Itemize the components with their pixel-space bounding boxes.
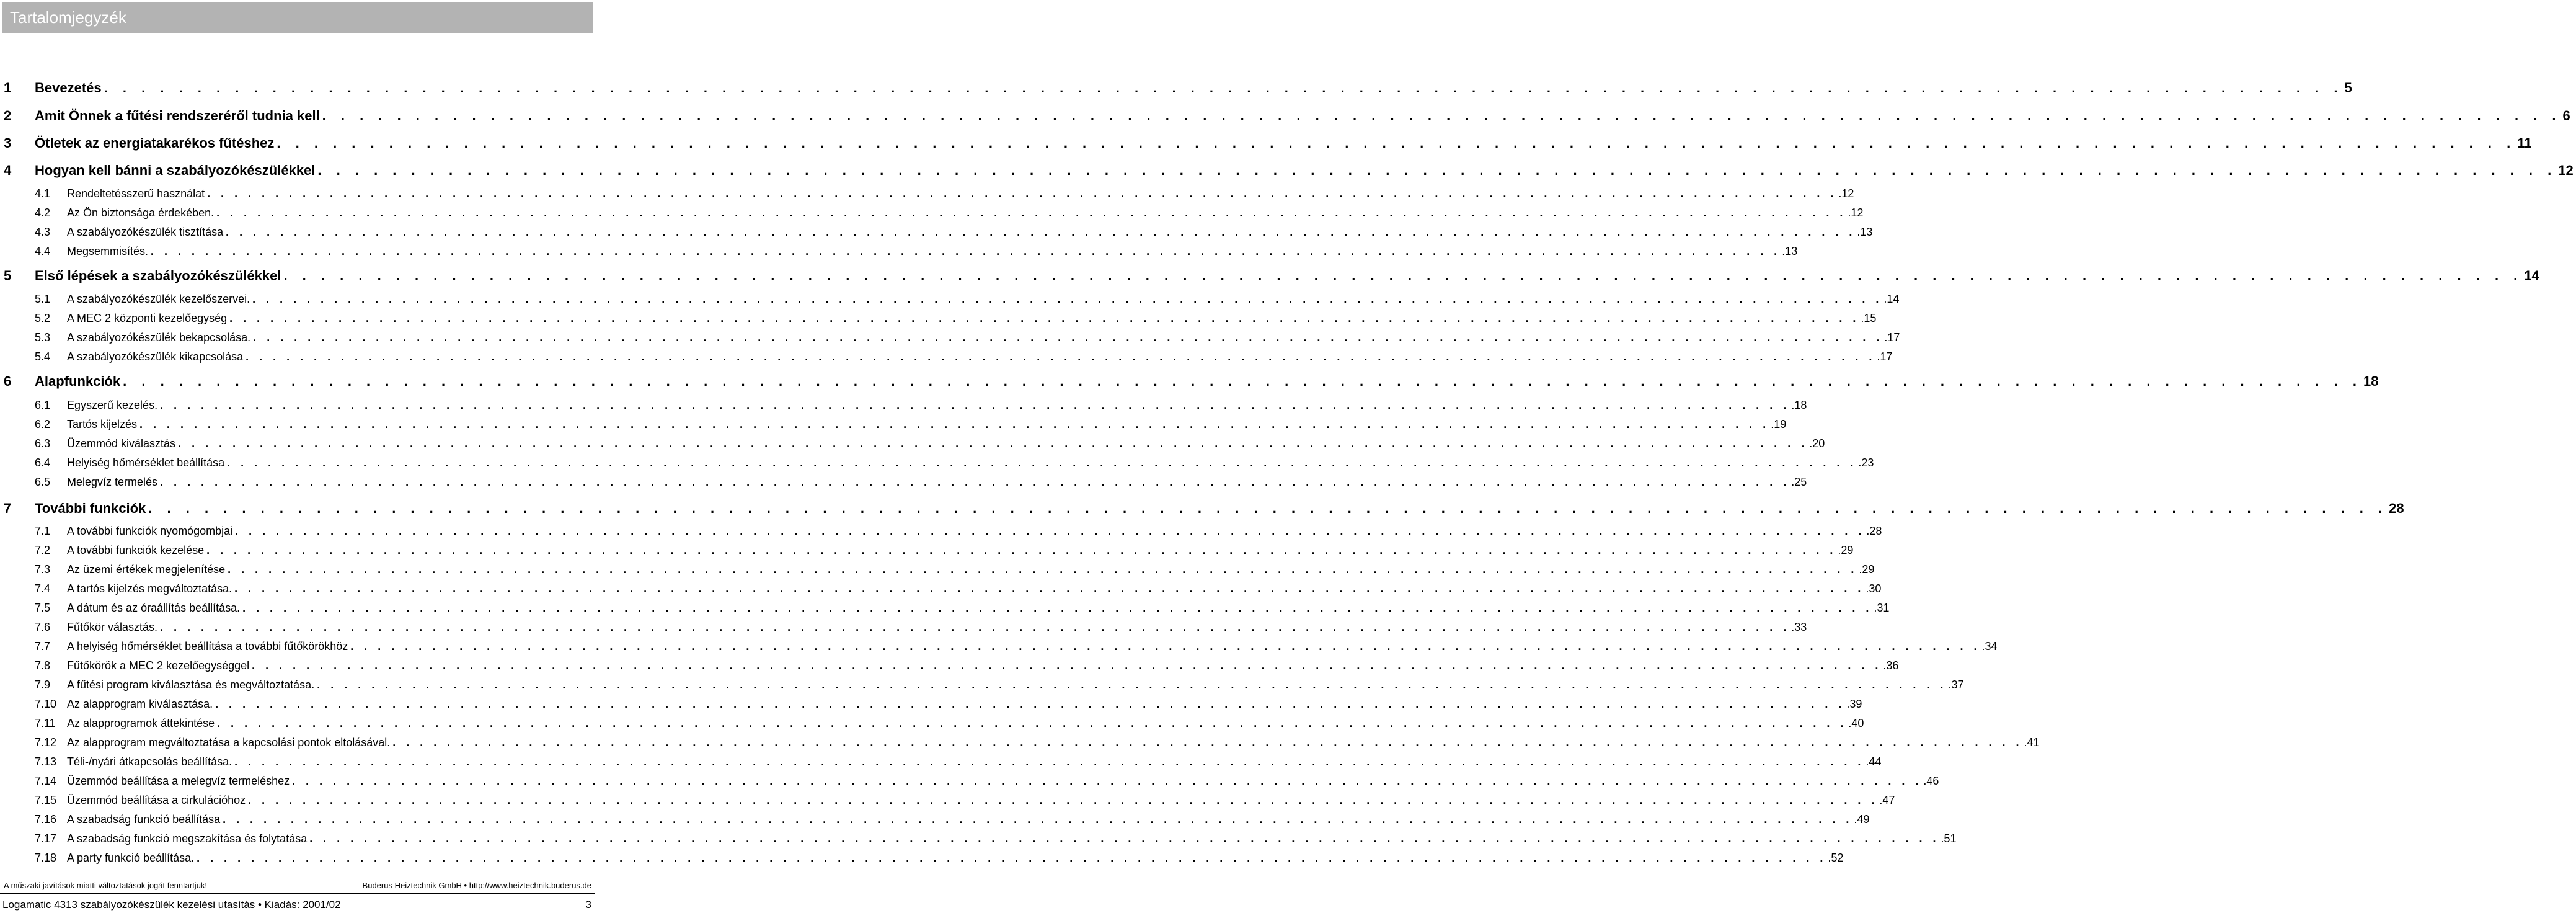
dot-leader: . . . . . . . . . . . . . . . . . . . . . . . . . . . . . . . . . . . . . . . . . . . . . . . . . . . . . . . . . . . . . . . . . . . . . . . . . . . . . . . . . . . . . . . . . . . . . . . . . . . . . . . . . . . . . . . . . . . . . . . .: [197, 852, 1827, 864]
toc-number: 7.8: [35, 659, 51, 672]
toc-section[interactable]: [0, 696, 1862, 712]
toc-entry-line: [67, 696, 1862, 712]
toc-page-number: .41: [2024, 736, 2040, 749]
toc-title: A szabadság funkció beállítása: [67, 813, 221, 826]
toc-entry-line: [35, 79, 2352, 97]
toc-entry-line: [35, 161, 2574, 180]
dot-leader: . . . . . . . . . . . . . . . . . . . . . . . . . . . . . . . . . . . . . . . . . . . . . . . . . . . . . . . . . . . . . . . . . . . . . . . . . . . . . . . . . . . . . . . . . . . . . . . . . . . . . . . . . . . . . . . . . . . . . . . .: [292, 775, 1923, 787]
toc-number: 7.10: [35, 698, 57, 710]
toc-entry-line: [67, 329, 1900, 345]
toc-section[interactable]: [0, 291, 1900, 307]
toc-title: A party funkció beállítása.: [67, 852, 195, 864]
toc-page-number: .49: [1854, 813, 1870, 826]
toc-title: A további funkciók nyomógombjai: [67, 525, 233, 537]
dot-leader: . . . . . . . . . . . . . . . . . . . . . . . . . . . . . . . . . . . . . . . . . . . . . . . . . . . . . . . . . . . . . . . . . . . . . . . . . . . . . . . . . . . . . . . . . . . . . . . . . . . . . . . . . . . . . . . . . . . . . . . .: [178, 437, 1808, 450]
dot-leader: . . . . . . . . . . . . . . . . . . . . . . . . . . . . . . . . . . . . . . . . . . . . . . . . . . . . . . . . . . . . . . . . . . . . . . . . . . . . . . . . . . . . . . . . . . . . . . . . . . . . . . . . . . . . . . . . . . . . . . . .: [160, 476, 1790, 488]
dot-leader: . . . . . . . . . . . . . . . . . . . . . . . . . . . . . . . . . . . . . . . . . . . . . . . . . . . . . . . . . . . . . . . . . . . . . . . . . . . . . . . . . . . . . . . . . . . . . . . . . . . . . . . . . . . . . . . . . . . . . . . .: [309, 832, 1940, 845]
toc-title: A MEC 2 központi kezelőegység: [67, 312, 228, 324]
toc-number: 1: [4, 80, 12, 96]
toc-entry-line: [35, 134, 2532, 153]
toc-title: A dátum és az óraállítás beállítása.: [67, 602, 241, 614]
toc-page-number: .13: [1857, 226, 1873, 238]
toc-section[interactable]: [0, 542, 1854, 558]
toc-entry-line: [67, 600, 1890, 616]
toc-number: 4.4: [35, 245, 51, 257]
toc-page-number: .33: [1791, 621, 1807, 633]
toc-entry-line: [67, 205, 1864, 221]
dot-leader: . . . . . . . . . . . . . . . . . . . . . . . . . . . . . . . . . . . . . . . . . . . . . . . . . . . . . . . . . . . . . . . . . . . . . . . . . . . . . . . . . . . . . . . . . . . . . . . . . . . . . . . . . . . . . . . . . . . . . . . .: [252, 293, 1883, 305]
toc-number: 4.2: [35, 207, 51, 219]
toc-entry-line: [35, 107, 2570, 125]
toc-number: 7.9: [35, 679, 51, 691]
toc-entry-line: [35, 372, 2379, 391]
toc-entry-line: [35, 267, 2539, 285]
toc-entry-line: [67, 850, 1844, 866]
toc-page-number: .29: [1838, 544, 1854, 556]
toc-entry-line: [67, 523, 1882, 539]
toc-entry-line: [67, 792, 1895, 808]
toc-entry-line: [67, 657, 1899, 674]
toc-page-number: .17: [1877, 350, 1893, 363]
toc-page-number: 6: [2562, 108, 2570, 123]
toc-section[interactable]: [0, 185, 1854, 202]
toc-number: 7.5: [35, 602, 51, 614]
dot-leader: . . . . . . . . . . . . . . . . . . . . . . . . . . . . . . . . . . . . . . . . . . . . . . . . . . . . . . . . . . . . . . . . . . . . . . . . . . . . . . . . . . . . . . . . . . . . . . . . . . . . . . . . . . . . . . . . . . . . . . . .: [160, 621, 1790, 633]
toc-title: A szabadság funkció megszakítása és folytatása: [67, 832, 308, 845]
toc-title: Első lépések a szabályozókészülékkel: [35, 268, 281, 283]
dot-leader: . . . . . . . . . . . . . . . . . . . . . . . . . . . . . . . . . . . . . . . . . . . . . . . . . . . . . . . . . . . . . . . . . . . . . . . . . . . . . . . . . . . . . . . . . . . . . . . . . . . . . . . . . . . . . . . . . . . . . . . .: [322, 108, 2562, 123]
page-title: Tartalomjegyzék: [10, 8, 126, 27]
toc-entry-line: [67, 416, 1787, 432]
toc-number: 2: [4, 108, 12, 123]
toc-entry-line: [67, 715, 1864, 731]
toc-title: Fűtőkör választás.: [67, 621, 158, 633]
dot-leader: . . . . . . . . . . . . . . . . . . . . . . . . . . . . . . . . . . . . . . . . . . . . . . . . . . . . . . . . . . . . . . . . . . . . . . . . . . . . . . . . . . . . . . . . . . . . . . . . . . . . . . . . . . . . . . . . . . . . . . . .: [234, 755, 1865, 768]
toc-number: 7.11: [35, 717, 56, 729]
toc-title: Az alapprogram megváltoztatása a kapcsolási pontok eltolásával.: [67, 736, 391, 749]
page-number: 3: [585, 899, 591, 911]
toc-section[interactable]: [0, 715, 1864, 731]
dot-leader: . . . . . . . . . . . . . . . . . . . . . . . . . . . . . . . . . . . . . . . . . . . . . . . . . . . . . . . . . . . . . . . . . . . . . . . . . . . . . . . . . . . . . . . . . . . . . . . . . . . . . . . . . . . . . . . . . . . . . . . .: [148, 501, 2388, 516]
toc-entry-line: [67, 561, 1875, 577]
toc-section[interactable]: [0, 831, 1957, 847]
dot-leader: . . . . . . . . . . . . . . . . . . . . . . . . . . . . . . . . . . . . . . . . . . . . . . . . . . . . . . . . . . . . . . . . . . . . . . . . . . . . . . . . . . . . . . . . . . . . . . . . . . . . . . . . . . . . . . . . . . . . . . . .: [151, 245, 1781, 257]
dot-leader: . . . . . . . . . . . . . . . . . . . . . . . . . . . . . . . . . . . . . . . . . . . . . . . . . . . . . . . . . . . . . . . . . . . . . . . . . . . . . . . . . . . . . . . . . . . . . . . . . . . . . . . . . . . . . . . . . . . . . . . .: [160, 399, 1790, 411]
document-title: Logamatic 4313 szabályozókészülék kezelési utasítás • Kiadás: 2001/02: [2, 899, 341, 911]
toc-title: Egyszerű kezelés.: [67, 399, 158, 411]
dot-leader: . . . . . . . . . . . . . . . . . . . . . . . . . . . . . . . . . . . . . . . . . . . . . . . . . . . . . . . . . . . . . . . . . . . . . . . . . . . . . . . . . . . . . . . . . . . . . . . . . . . . . . . . . . . . . . . . . . . . . . . .: [252, 659, 1882, 672]
footer-disclaimer: A műszaki javítások miatti változtatások jogát fenntartjuk!: [4, 881, 208, 890]
toc-entry-line: [67, 542, 1854, 558]
toc-number: 6.2: [35, 418, 51, 430]
dot-leader: . . . . . . . . . . . . . . . . . . . . . . . . . . . . . . . . . . . . . . . . . . . . . . . . . . . . . . . . . . . . . . . . . . . . . . . . . . . . . . . . . . . . . . . . . . . . . . . . . . . . . . . . . . . . . . . . . . . . . . . .: [229, 312, 1860, 324]
toc-number: 7.16: [35, 813, 57, 826]
toc-title: A további funkciók kezelése: [67, 544, 205, 556]
toc-section[interactable]: [0, 734, 2040, 750]
toc-entry-line: [67, 455, 1874, 471]
toc-number: 7.6: [35, 621, 51, 633]
toc-number: 7.13: [35, 755, 57, 768]
toc-entry-line: [67, 310, 1877, 326]
toc-page-number: .14: [1883, 293, 1900, 305]
toc-title: Melegvíz termelés: [67, 476, 158, 488]
toc-page-number: .28: [1866, 525, 1882, 537]
toc-section[interactable]: [0, 416, 1787, 432]
toc-number: 5.3: [35, 331, 51, 344]
toc-number: 5.2: [35, 312, 51, 324]
toc-title: Fűtőkörök a MEC 2 kezelőegységgel: [67, 659, 250, 672]
dot-leader: . . . . . . . . . . . . . . . . . . . . . . . . . . . . . . . . . . . . . . . . . . . . . . . . . . . . . . . . . . . . . . . . . . . . . . . . . . . . . . . . . . . . . . . . . . . . . . . . . . . . . . . . . . . . . . . . . . . . . . . .: [234, 582, 1865, 595]
toc-chapter[interactable]: [0, 267, 2539, 285]
toc-number: 5.1: [35, 293, 51, 305]
toc-title: A szabályozókészülék kikapcsolása: [67, 350, 244, 363]
toc-number: 6.1: [35, 399, 51, 411]
toc-number: 7.17: [35, 832, 57, 845]
toc-page-number: .20: [1809, 437, 1825, 450]
dot-leader: . . . . . . . . . . . . . . . . . . . . . . . . . . . . . . . . . . . . . . . . . . . . . . . . . . . . . . . . . . . . . . . . . . . . . . . . . . . . . . . . . . . . . . . . . . . . . . . . . . . . . . . . . . . . . . . . . . . . . . . .: [207, 187, 1838, 200]
toc-title: Tartós kijelzés: [67, 418, 138, 430]
toc-number: 6.5: [35, 476, 51, 488]
toc-page-number: .51: [1941, 832, 1957, 845]
toc-entry-line: [67, 619, 1807, 635]
toc-chapter[interactable]: [0, 161, 2574, 180]
toc-title: Amit Önnek a fűtési rendszeréről tudnia kell: [35, 108, 320, 123]
toc-number: 7.3: [35, 563, 51, 576]
toc-page-number: 14: [2524, 268, 2539, 283]
toc-number: 7.18: [35, 852, 57, 864]
toc-number: 7.12: [35, 736, 57, 749]
toc-entry-line: [67, 754, 1882, 770]
toc-title: A fűtési program kiválasztása és megváltoztatása.: [67, 679, 315, 691]
toc-title: A helyiség hőmérséklet beállítása a további fűtőkörökhöz: [67, 640, 348, 652]
toc-page-number: 18: [2363, 373, 2379, 389]
toc-section[interactable]: [0, 561, 1875, 577]
toc-page-number: .46: [1923, 775, 1939, 787]
toc-chapter[interactable]: [0, 107, 2570, 125]
toc-section[interactable]: [0, 657, 1899, 674]
dot-leader: . . . . . . . . . . . . . . . . . . . . . . . . . . . . . . . . . . . . . . . . . . . . . . . . . . . . . . . . . . . . . . . . . . . . . . . . . . . . . . . . . . . . . . . . . . . . . . . . . . . . . . . . . . . . . . . . . . . . . . . .: [216, 207, 1847, 219]
dot-leader: . . . . . . . . . . . . . . . . . . . . . . . . . . . . . . . . . . . . . . . . . . . . . . . . . . . . . . . . . . . . . . . . . . . . . . . . . . . . . . . . . . . . . . . . . . . . . . . . . . . . . . . . . . . . . . . . . . . . . . . .: [123, 373, 2362, 389]
toc-page-number: .29: [1859, 563, 1875, 576]
toc-page-number: .47: [1879, 794, 1895, 806]
toc-entry-line: [67, 224, 1873, 240]
toc-title: Üzemmód kiválasztás: [67, 437, 176, 450]
toc-page-number: .25: [1791, 476, 1807, 488]
dot-leader: . . . . . . . . . . . . . . . . . . . . . . . . . . . . . . . . . . . . . . . . . . . . . . . . . . . . . . . . . . . . . . . . . . . . . . . . . . . . . . . . . . . . . . . . . . . . . . . . . . . . . . . . . . . . . . . . . . . . . . . .: [317, 163, 2557, 178]
dot-leader: . . . . . . . . . . . . . . . . . . . . . . . . . . . . . . . . . . . . . . . . . . . . . . . . . . . . . . . . . . . . . . . . . . . . . . . . . . . . . . . . . . . . . . . . . . . . . . . . . . . . . . . . . . . . . . . . . . . . . . . .: [104, 80, 2344, 96]
toc-entry-line: [67, 349, 1893, 365]
toc-number: 4.1: [35, 187, 51, 200]
toc-entry-line: [67, 773, 1939, 789]
dot-leader: . . . . . . . . . . . . . . . . . . . . . . . . . . . . . . . . . . . . . . . . . . . . . . . . . . . . . . . . . . . . . . . . . . . . . . . . . . . . . . . . . . . . . . . . . . . . . . . . . . . . . . . . . . . . . . . . . . . . . . . .: [242, 602, 1873, 614]
footer-company: Buderus Heiztechnik GmbH • http://www.heiztechnik.buderus.de: [362, 881, 591, 890]
toc-page-number: .23: [1858, 457, 1874, 469]
toc-title: Téli-/nyári átkapcsolás beállítása.: [67, 755, 232, 768]
toc-page-number: .44: [1866, 755, 1882, 768]
toc-section[interactable]: [0, 474, 1807, 490]
toc-entry-line: [67, 243, 1798, 259]
toc-page-number: .19: [1771, 418, 1787, 430]
toc-title: Alapfunkciók: [35, 373, 121, 389]
toc-entry-line: [67, 291, 1900, 307]
dot-leader: . . . . . . . . . . . . . . . . . . . . . . . . . . . . . . . . . . . . . . . . . . . . . . . . . . . . . . . . . . . . . . . . . . . . . . . . . . . . . . . . . . . . . . . . . . . . . . . . . . . . . . . . . . . . . . . . . . . . . . . .: [317, 679, 1947, 691]
dot-leader: . . . . . . . . . . . . . . . . . . . . . . . . . . . . . . . . . . . . . . . . . . . . . . . . . . . . . . . . . . . . . . . . . . . . . . . . . . . . . . . . . . . . . . . . . . . . . . . . . . . . . . . . . . . . . . . . . . . . . . . .: [277, 135, 2516, 151]
toc-section[interactable]: [0, 397, 1807, 413]
toc-entry-line: [67, 811, 1870, 827]
section-header-bar: [2, 2, 593, 33]
dot-leader: . . . . . . . . . . . . . . . . . . . . . . . . . . . . . . . . . . . . . . . . . . . . . . . . . . . . . . . . . . . . . . . . . . . . . . . . . . . . . . . . . . . . . . . . . . . . . . . . . . . . . . . . . . . . . . . . . . . . . . . .: [139, 418, 1770, 430]
toc-section[interactable]: [0, 224, 1873, 240]
toc-entry-line: [67, 397, 1807, 413]
toc-number: 6.3: [35, 437, 51, 450]
toc-number: 6.4: [35, 457, 51, 469]
toc-section[interactable]: [0, 600, 1890, 616]
toc-number: 7.15: [35, 794, 57, 806]
dot-leader: . . . . . . . . . . . . . . . . . . . . . . . . . . . . . . . . . . . . . . . . . . . . . . . . . . . . . . . . . . . . . . . . . . . . . . . . . . . . . . . . . . . . . . . . . . . . . . . . . . . . . . . . . . . . . . . . . . . . . . . .: [392, 736, 2023, 749]
toc-page-number: 5: [2344, 80, 2352, 96]
dot-leader: . . . . . . . . . . . . . . . . . . . . . . . . . . . . . . . . . . . . . . . . . . . . . . . . . . . . . . . . . . . . . . . . . . . . . . . . . . . . . . . . . . . . . . . . . . . . . . . . . . . . . . . . . . . . . . . . . . . . . . . .: [227, 457, 1857, 469]
toc-section[interactable]: [0, 677, 1964, 693]
toc-section[interactable]: [0, 455, 1874, 471]
toc-page-number: .31: [1874, 602, 1890, 614]
toc-page-number: .12: [1838, 187, 1854, 200]
toc-page-number: .13: [1782, 245, 1798, 257]
toc-number: 7.7: [35, 640, 51, 652]
toc-entry-line: [67, 831, 1957, 847]
toc-title: Az üzemi értékek megjelenítése: [67, 563, 226, 576]
toc-page-number: 28: [2389, 501, 2404, 516]
dot-leader: . . . . . . . . . . . . . . . . . . . . . . . . . . . . . . . . . . . . . . . . . . . . . . . . . . . . . . . . . . . . . . . . . . . . . . . . . . . . . . . . . . . . . . . . . . . . . . . . . . . . . . . . . . . . . . . . . . . . . . . .: [228, 563, 1858, 576]
toc-section[interactable]: [0, 523, 1882, 539]
toc-number: 6: [4, 373, 12, 389]
toc-title: Megsemmisítés.: [67, 245, 149, 257]
dot-leader: . . . . . . . . . . . . . . . . . . . . . . . . . . . . . . . . . . . . . . . . . . . . . . . . . . . . . . . . . . . . . . . . . . . . . . . . . . . . . . . . . . . . . . . . . . . . . . . . . . . . . . . . . . . . . . . . . . . . . . . .: [226, 226, 1856, 238]
toc-number: 7.14: [35, 775, 57, 787]
toc-title: A szabályozókészülék kezelőszervei.: [67, 293, 250, 305]
toc-section[interactable]: [0, 638, 1998, 654]
toc-page-number: .52: [1828, 852, 1844, 864]
dot-leader: . . . . . . . . . . . . . . . . . . . . . . . . . . . . . . . . . . . . . . . . . . . . . . . . . . . . . . . . . . . . . . . . . . . . . . . . . . . . . . . . . . . . . . . . . . . . . . . . . . . . . . . . . . . . . . . . . . . . . . . .: [246, 350, 1876, 363]
toc-number: 7.1: [35, 525, 51, 537]
toc-page-number: .30: [1866, 582, 1882, 595]
toc-chapter[interactable]: [0, 499, 2404, 518]
toc-number: 7.2: [35, 544, 51, 556]
footer-divider: [0, 893, 595, 894]
toc-number: 4.3: [35, 226, 51, 238]
toc-number: 7.4: [35, 582, 51, 595]
toc-page-number: .39: [1846, 698, 1862, 710]
dot-leader: . . . . . . . . . . . . . . . . . . . . . . . . . . . . . . . . . . . . . . . . . . . . . . . . . . . . . . . . . . . . . . . . . . . . . . . . . . . . . . . . . . . . . . . . . . . . . . . . . . . . . . . . . . . . . . . . . . . . . . . .: [283, 268, 2523, 283]
toc-section[interactable]: [0, 581, 1882, 597]
toc-title: Az alapprogramok áttekintése: [67, 717, 215, 729]
toc-page-number: .34: [1981, 640, 1998, 652]
toc-section[interactable]: [0, 792, 1895, 808]
toc-title: A szabályozókészülék bekapcsolása.: [67, 331, 251, 344]
toc-chapter[interactable]: [0, 79, 2352, 97]
toc-section[interactable]: [0, 205, 1864, 221]
toc-page-number: 11: [2517, 135, 2532, 151]
toc-section[interactable]: [0, 773, 1939, 789]
dot-leader: . . . . . . . . . . . . . . . . . . . . . . . . . . . . . . . . . . . . . . . . . . . . . . . . . . . . . . . . . . . . . . . . . . . . . . . . . . . . . . . . . . . . . . . . . . . . . . . . . . . . . . . . . . . . . . . . . . . . . . . .: [215, 698, 1846, 710]
toc-page-number: .37: [1948, 679, 1964, 691]
toc-entry-line: [67, 435, 1825, 452]
toc-title: Hogyan kell bánni a szabályozókészülékkel: [35, 163, 316, 178]
toc-chapter[interactable]: [0, 134, 2532, 153]
toc-title: Üzemmód beállítása a melegvíz termeléshez: [67, 775, 290, 787]
toc-title: A szabályozókészülék tisztítása: [67, 226, 224, 238]
dot-leader: . . . . . . . . . . . . . . . . . . . . . . . . . . . . . . . . . . . . . . . . . . . . . . . . . . . . . . . . . . . . . . . . . . . . . . . . . . . . . . . . . . . . . . . . . . . . . . . . . . . . . . . . . . . . . . . . . . . . . . . .: [253, 331, 1883, 344]
toc-title: Bevezetés: [35, 80, 102, 96]
toc-page-number: .15: [1861, 312, 1877, 324]
toc-entry-line: [67, 677, 1964, 693]
toc-title: Az Ön biztonsága érdekében.: [67, 207, 215, 219]
toc-title: További funkciók: [35, 501, 146, 516]
dot-leader: . . . . . . . . . . . . . . . . . . . . . . . . . . . . . . . . . . . . . . . . . . . . . . . . . . . . . . . . . . . . . . . . . . . . . . . . . . . . . . . . . . . . . . . . . . . . . . . . . . . . . . . . . . . . . . . . . . . . . . . .: [223, 813, 1853, 826]
toc-title: A tartós kijelzés megváltoztatása.: [67, 582, 232, 595]
toc-title: Helyiség hőmérséklet beállítása: [67, 457, 225, 469]
toc-page-number: .40: [1848, 717, 1864, 729]
toc-entry-line: [67, 734, 2040, 750]
toc-entry-line: [35, 499, 2404, 518]
dot-leader: . . . . . . . . . . . . . . . . . . . . . . . . . . . . . . . . . . . . . . . . . . . . . . . . . . . . . . . . . . . . . . . . . . . . . . . . . . . . . . . . . . . . . . . . . . . . . . . . . . . . . . . . . . . . . . . . . . . . . . . .: [217, 717, 1848, 729]
toc-entry-line: [67, 638, 1998, 654]
toc-page-number: .12: [1848, 207, 1864, 219]
toc-section[interactable]: [0, 619, 1807, 635]
toc-section[interactable]: [0, 243, 1798, 259]
dot-leader: . . . . . . . . . . . . . . . . . . . . . . . . . . . . . . . . . . . . . . . . . . . . . . . . . . . . . . . . . . . . . . . . . . . . . . . . . . . . . . . . . . . . . . . . . . . . . . . . . . . . . . . . . . . . . . . . . . . . . . . .: [248, 794, 1879, 806]
toc-page-number: .18: [1791, 399, 1807, 411]
toc-title: Ötletek az energiatakarékos fűtéshez: [35, 135, 275, 151]
toc-page-number: 12: [2558, 163, 2574, 178]
toc-page-number: .36: [1883, 659, 1899, 672]
toc-section[interactable]: [0, 811, 1870, 827]
toc-section[interactable]: [0, 329, 1900, 345]
dot-leader: . . . . . . . . . . . . . . . . . . . . . . . . . . . . . . . . . . . . . . . . . . . . . . . . . . . . . . . . . . . . . . . . . . . . . . . . . . . . . . . . . . . . . . . . . . . . . . . . . . . . . . . . . . . . . . . . . . . . . . . .: [206, 544, 1837, 556]
toc-number: 4: [4, 163, 12, 178]
toc-title: Az alapprogram kiválasztása.: [67, 698, 213, 710]
toc-number: 5: [4, 268, 12, 283]
toc-entry-line: [67, 474, 1807, 490]
toc-section[interactable]: [0, 349, 1893, 365]
toc-section[interactable]: [0, 754, 1882, 770]
toc-title: Üzemmód beállítása a cirkulációhoz: [67, 794, 246, 806]
toc-number: 3: [4, 135, 12, 151]
toc-number: 7: [4, 501, 12, 516]
dot-leader: . . . . . . . . . . . . . . . . . . . . . . . . . . . . . . . . . . . . . . . . . . . . . . . . . . . . . . . . . . . . . . . . . . . . . . . . . . . . . . . . . . . . . . . . . . . . . . . . . . . . . . . . . . . . . . . . . . . . . . . .: [235, 525, 1866, 537]
toc-chapter[interactable]: [0, 372, 2379, 391]
toc-section[interactable]: [0, 850, 1844, 866]
toc-entry-line: [67, 185, 1854, 202]
toc-title: Rendeltetésszerű használat: [67, 187, 205, 200]
toc-section[interactable]: [0, 435, 1825, 452]
toc-page-number: .17: [1884, 331, 1900, 344]
toc-section[interactable]: [0, 310, 1877, 326]
toc-entry-line: [67, 581, 1882, 597]
dot-leader: . . . . . . . . . . . . . . . . . . . . . . . . . . . . . . . . . . . . . . . . . . . . . . . . . . . . . . . . . . . . . . . . . . . . . . . . . . . . . . . . . . . . . . . . . . . . . . . . . . . . . . . . . . . . . . . . . . . . . . . .: [350, 640, 1981, 652]
toc-number: 5.4: [35, 350, 51, 363]
